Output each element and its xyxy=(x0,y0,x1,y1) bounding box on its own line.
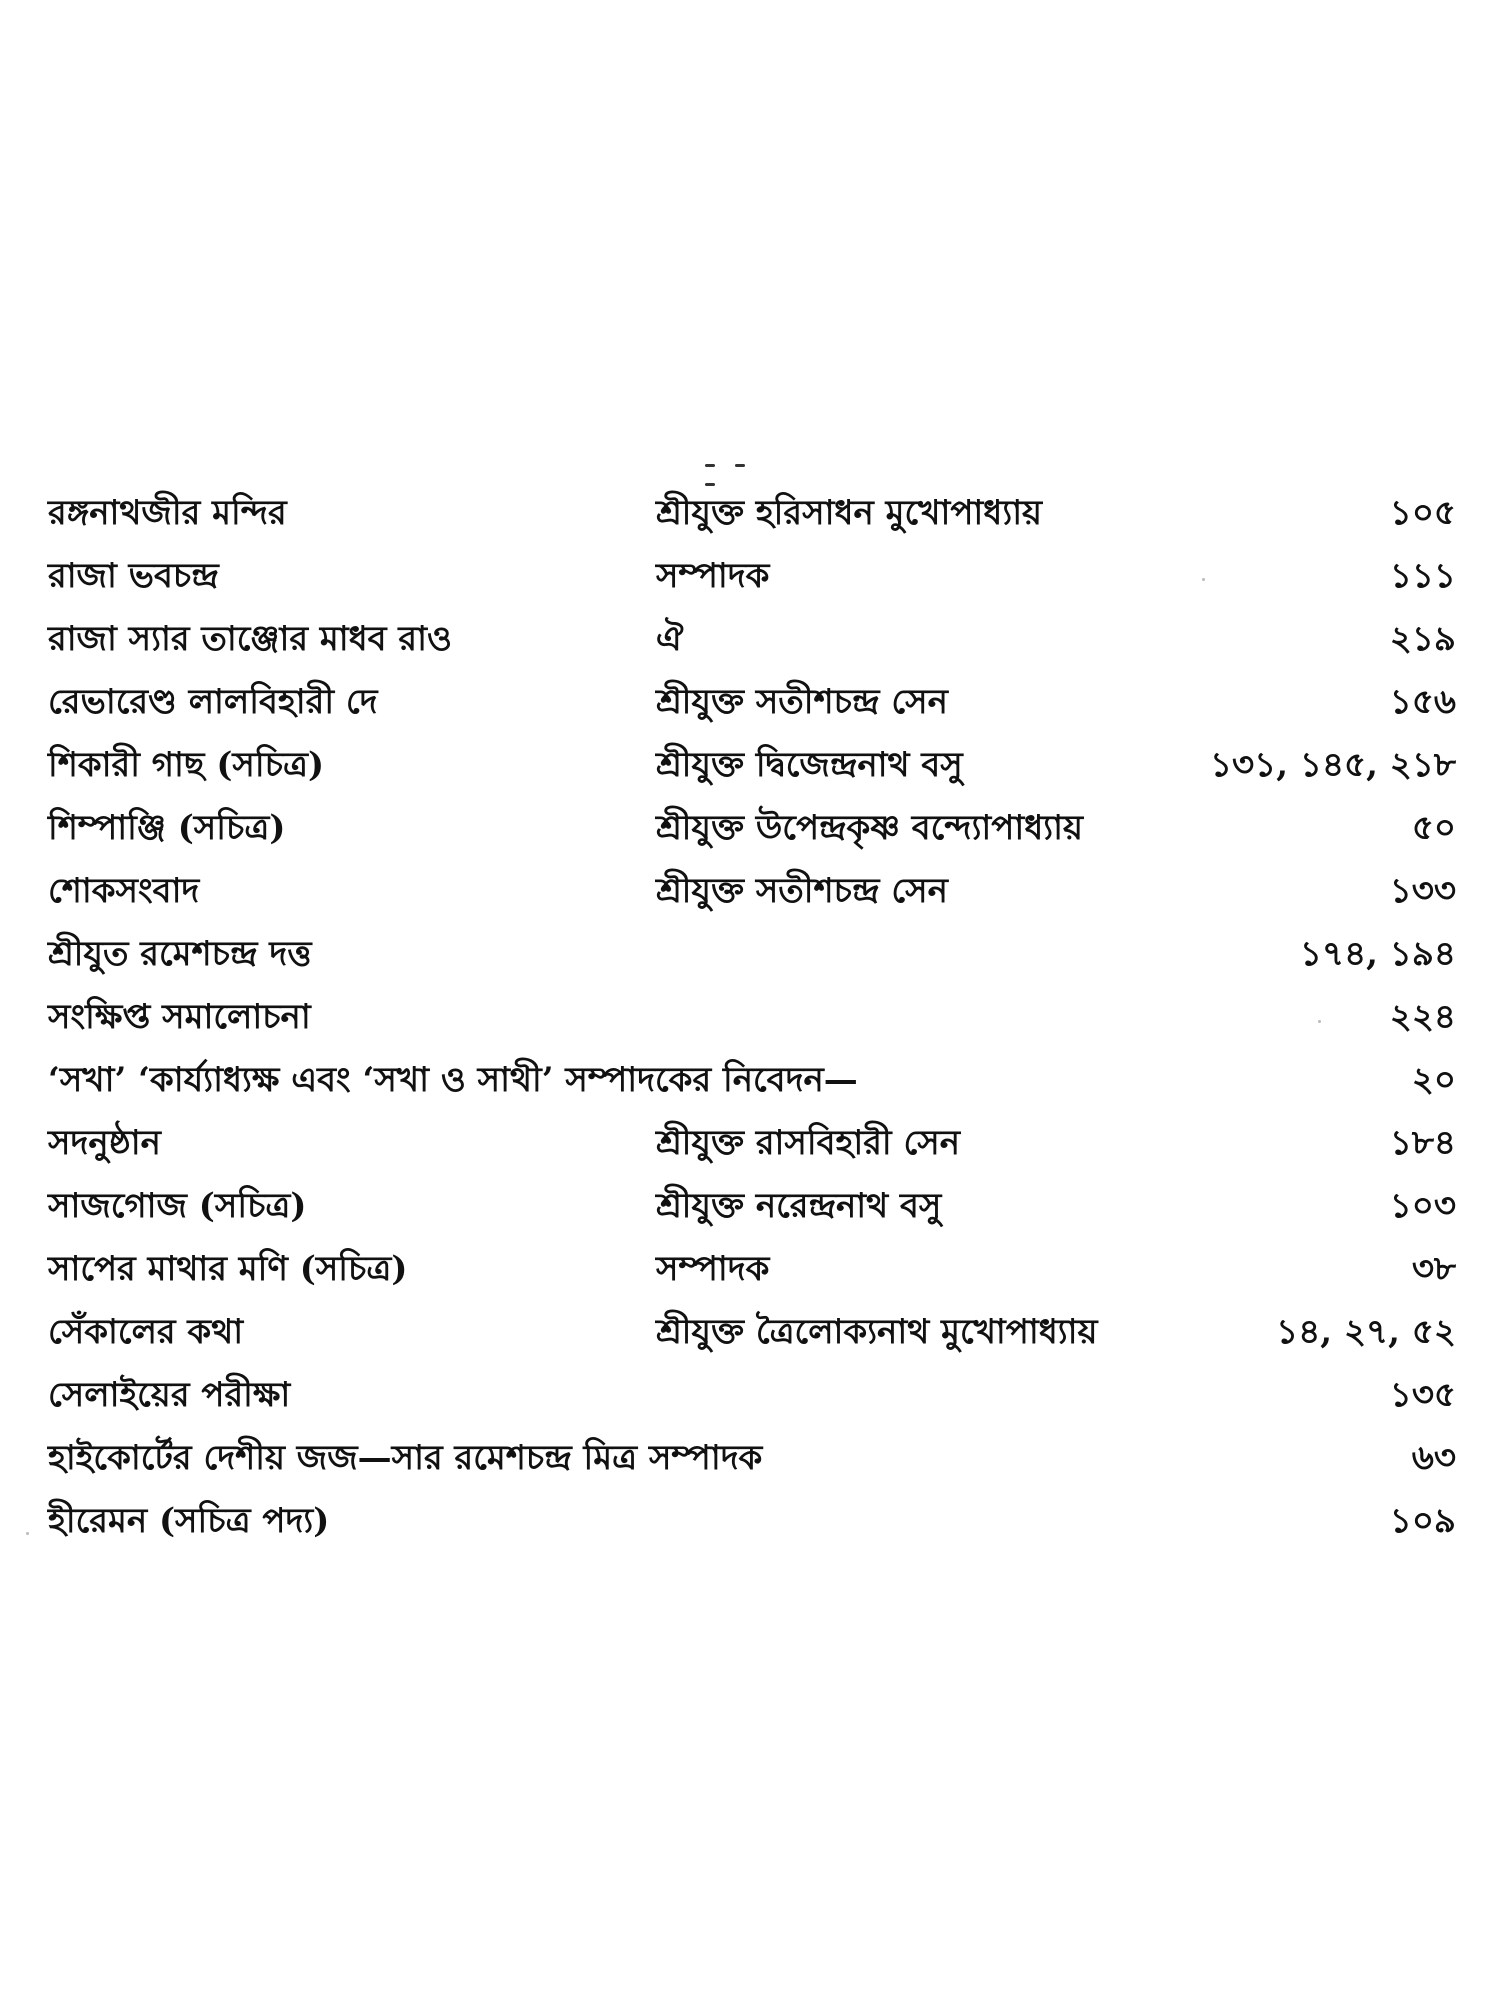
toc-entry-pages: ২০ xyxy=(1411,1060,1456,1100)
table-of-contents xyxy=(48,482,1456,1553)
toc-row xyxy=(48,1112,1456,1175)
toc-entry-title: সদনুষ্ঠান xyxy=(48,1123,161,1163)
toc-entry-pages: ১৩৫ xyxy=(1389,1375,1456,1415)
toc-entry-title: সংক্ষিপ্ত সমালোচনা xyxy=(48,997,311,1037)
toc-entry-title: রঙ্গনাথজীর মন্দির xyxy=(48,493,287,533)
toc-entry-pages: ৫০ xyxy=(1411,808,1456,848)
toc-row xyxy=(48,1301,1456,1364)
toc-row xyxy=(48,545,1456,608)
toc-entry-title: সাজগোজ (সচিত্র) xyxy=(48,1186,307,1226)
toc-entry-pages: ২২৪ xyxy=(1389,997,1456,1037)
toc-entry-title: ‘সখা’ ‘কার্য্যাধ্যক্ষ এবং ‘সখা ও সাথী’ সম্পাদকের নিবেদন— xyxy=(48,1060,858,1100)
toc-entry-pages: ১৩১, ১৪৫, ২১৮ xyxy=(1210,745,1456,785)
toc-entry-pages: ১০৯ xyxy=(1389,1501,1456,1541)
toc-entry-title: রেভারেণ্ড লালবিহারী দে xyxy=(48,682,378,722)
toc-entry-title: সেলাইয়ের পরীক্ষা xyxy=(48,1375,291,1415)
toc-entry-pages: ১৪, ২৭, ৫২ xyxy=(1276,1312,1456,1352)
toc-entry-title: রাজা ভবচন্দ্র xyxy=(48,556,219,596)
toc-row xyxy=(48,986,1456,1049)
toc-entry-pages: ১৩৩ xyxy=(1389,871,1456,911)
toc-entry-pages: ১৫৬ xyxy=(1389,682,1456,722)
toc-row xyxy=(48,923,1456,986)
toc-entry-pages: ৩৮ xyxy=(1411,1249,1456,1289)
toc-row xyxy=(48,671,1456,734)
toc-entry-author: শ্রীযুক্ত ত্রৈলোক্যনাথ মুখোপাধ্যায় xyxy=(656,1312,1098,1352)
toc-entry-author: শ্রীযুক্ত দ্বিজেন্দ্রনাথ বসু xyxy=(656,745,963,785)
toc-entry-pages: ৬৩ xyxy=(1411,1438,1456,1478)
toc-entry-pages: ১৭৪, ১৯৪ xyxy=(1299,934,1456,974)
toc-row xyxy=(48,1049,1456,1112)
toc-row xyxy=(48,482,1456,545)
paper-speck xyxy=(1318,1020,1321,1023)
toc-entry-author: শ্রীযুক্ত রাসবিহারী সেন xyxy=(656,1123,961,1163)
toc-row xyxy=(48,734,1456,797)
toc-entry-title: শ্রীযুত রমেশচন্দ্র দত্ত xyxy=(48,934,312,974)
toc-entry-title: হাইকোর্টের দেশীয় জজ—সার রমেশচন্দ্র মিত্র সম্পাদক xyxy=(48,1438,763,1478)
toc-entry-pages: ১১১ xyxy=(1389,556,1456,596)
toc-entry-title: শিকারী গাছ (সচিত্র) xyxy=(48,745,325,785)
toc-entry-title: সেঁকালের কথা xyxy=(48,1312,244,1352)
toc-entry-author: সম্পাদক xyxy=(656,556,770,596)
toc-entry-title: শোকসংবাদ xyxy=(48,871,200,911)
toc-entry-title: হীরেমন (সচিত্র পদ্য) xyxy=(48,1501,330,1541)
toc-row xyxy=(48,1364,1456,1427)
toc-row xyxy=(48,1427,1456,1490)
toc-entry-title: সাপের মাথার মণি (সচিত্র) xyxy=(48,1249,408,1289)
paper-speck xyxy=(1202,578,1205,581)
toc-row xyxy=(48,1238,1456,1301)
toc-entry-author: শ্রীযুক্ত উপেন্দ্রকৃষ্ণ বন্দ্যোপাধ্যায় xyxy=(656,808,1084,848)
toc-row xyxy=(48,1490,1456,1553)
top-printing-mark xyxy=(705,452,765,456)
toc-entry-author: শ্রীযুক্ত সতীশচন্দ্র সেন xyxy=(656,682,948,722)
toc-entry-pages: ১৮৪ xyxy=(1389,1123,1456,1163)
toc-entry-pages: ২১৯ xyxy=(1389,619,1456,659)
toc-row xyxy=(48,860,1456,923)
toc-entry-pages: ১০৩ xyxy=(1389,1186,1456,1226)
toc-entry-author: শ্রীযুক্ত নরেন্দ্রনাথ বসু xyxy=(656,1186,942,1226)
toc-entry-author: শ্রীযুক্ত হরিসাধন মুখোপাধ্যায় xyxy=(656,493,1043,533)
toc-entry-author: সম্পাদক xyxy=(656,1249,770,1289)
toc-entry-title: শিম্পাঞ্জি (সচিত্র) xyxy=(48,808,286,848)
paper-speck xyxy=(26,1532,29,1535)
toc-row xyxy=(48,608,1456,671)
toc-entry-title: রাজা স্যার তাঞ্জোর মাধব রাও xyxy=(48,619,453,659)
toc-entry-pages: ১০৫ xyxy=(1389,493,1456,533)
toc-row xyxy=(48,1175,1456,1238)
toc-row xyxy=(48,797,1456,860)
toc-entry-author: শ্রীযুক্ত সতীশচন্দ্র সেন xyxy=(656,871,948,911)
toc-entry-author: ঐ xyxy=(656,619,684,659)
